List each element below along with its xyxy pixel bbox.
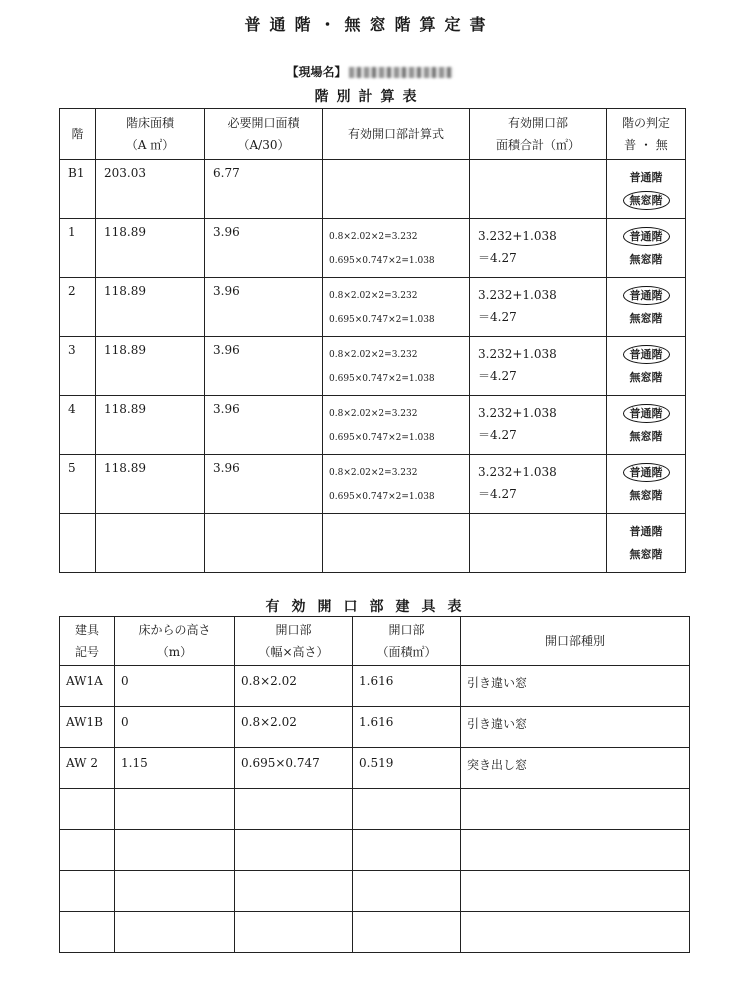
effective-total-cell: 3.232+1.038 ＝4.27 [470, 396, 607, 455]
height-cell [115, 871, 235, 912]
judgement-cell [607, 396, 686, 455]
opening-type-cell: 突き出し窓 [461, 748, 690, 789]
effective-total-cell [470, 514, 607, 573]
fitting-code-cell [60, 789, 115, 830]
table-row [60, 666, 690, 707]
normal-floor-label: 普通階 [623, 286, 670, 305]
opening-size-cell: 0.8×2.02 [235, 707, 353, 748]
header-effective-total: 有効開口部 面積合計（㎡） [470, 109, 607, 160]
floor-cell: 1 [60, 219, 96, 278]
required-area-cell: 3.96 [205, 219, 323, 278]
opening-type-cell: 引き違い窓 [461, 666, 690, 707]
fitting-code-cell: AW1B [60, 707, 115, 748]
formula-cell: 0.8×2.02×2=3.232 0.695×0.747×2=1.038 [323, 278, 470, 337]
site-name [0, 63, 739, 80]
normal-floor-label: 普通階 [623, 345, 670, 364]
judgement-cell [607, 219, 686, 278]
opening-size-cell [235, 912, 353, 953]
normal-floor-label: 普通階 [629, 171, 663, 184]
opening-type-cell [461, 912, 690, 953]
height-cell [115, 912, 235, 953]
formula-cell [323, 514, 470, 573]
opening-area-cell: 1.616 [353, 707, 461, 748]
table-row [60, 912, 690, 953]
effective-total-cell [470, 160, 607, 219]
judgement-cell [607, 278, 686, 337]
floor-area-cell: 118.89 [96, 455, 205, 514]
opening-area-cell [353, 789, 461, 830]
height-cell: 0 [115, 666, 235, 707]
height-cell: 0 [115, 707, 235, 748]
table-row [60, 514, 686, 573]
windowless-floor-label: 無窓階 [629, 489, 663, 502]
normal-floor-label: 普通階 [629, 525, 663, 538]
opening-area-cell [353, 912, 461, 953]
floor-table-title: 階別計算表 [314, 89, 425, 105]
windowless-floor-label: 無窓階 [623, 191, 670, 210]
height-cell: 1.15 [115, 748, 235, 789]
header-opening-size: 開口部 （幅×高さ） [235, 617, 353, 666]
header-fitting-code: 建具 記号 [60, 617, 115, 666]
table-row [60, 748, 690, 789]
header-required-area: 必要開口面積 （A/30） [205, 109, 323, 160]
opening-area-cell: 0.519 [353, 748, 461, 789]
required-area-cell: 3.96 [205, 455, 323, 514]
normal-floor-label: 普通階 [623, 463, 670, 482]
effective-total-cell: 3.232+1.038 ＝4.27 [470, 455, 607, 514]
floor-area-cell: 203.03 [96, 160, 205, 219]
formula-cell: 0.8×2.02×2=3.232 0.695×0.747×2=1.038 [323, 396, 470, 455]
normal-floor-label: 普通階 [623, 404, 670, 423]
floor-area-cell: 118.89 [96, 396, 205, 455]
opening-area-cell: 1.616 [353, 666, 461, 707]
floor-calculation-table [59, 108, 686, 573]
floor-area-cell [96, 514, 205, 573]
fitting-code-cell: AW1A [60, 666, 115, 707]
table-row [60, 830, 690, 871]
header-formula: 有効開口部計算式 [323, 109, 470, 160]
normal-floor-label: 普通階 [623, 227, 670, 246]
floor-area-cell: 118.89 [96, 337, 205, 396]
required-area-cell: 3.96 [205, 337, 323, 396]
effective-total-cell: 3.232+1.038 ＝4.27 [470, 337, 607, 396]
effective-total-cell: 3.232+1.038 ＝4.27 [470, 278, 607, 337]
table-row [60, 871, 690, 912]
windowless-floor-label: 無窓階 [629, 430, 663, 443]
formula-cell: 0.8×2.02×2=3.232 0.695×0.747×2=1.038 [323, 219, 470, 278]
table-header-row [60, 109, 686, 160]
judgement-cell [607, 514, 686, 573]
opening-type-cell [461, 789, 690, 830]
opening-size-cell [235, 789, 353, 830]
table-row [60, 160, 686, 219]
effective-total-cell: 3.232+1.038 ＝4.27 [470, 219, 607, 278]
table-row [60, 337, 686, 396]
opening-type-cell [461, 871, 690, 912]
opening-area-cell [353, 871, 461, 912]
opening-size-cell: 0.695×0.747 [235, 748, 353, 789]
opening-type-cell [461, 830, 690, 871]
table-row [60, 707, 690, 748]
fitting-schedule-table [59, 616, 690, 953]
floor-cell: 5 [60, 455, 96, 514]
document-title: 普通階・無窓階算定書 [244, 15, 495, 34]
table-header-row [60, 617, 690, 666]
floor-area-cell: 118.89 [96, 278, 205, 337]
header-opening-type: 開口部種別 [461, 617, 690, 666]
required-area-cell: 3.96 [205, 396, 323, 455]
judgement-cell [607, 337, 686, 396]
required-area-cell: 6.77 [205, 160, 323, 219]
windowless-floor-label: 無窓階 [629, 253, 663, 266]
judgement-cell [607, 160, 686, 219]
fitting-code-cell [60, 830, 115, 871]
formula-cell: 0.8×2.02×2=3.232 0.695×0.747×2=1.038 [323, 337, 470, 396]
header-floor: 階 [60, 109, 96, 160]
header-height-from-floor: 床からの高さ （m） [115, 617, 235, 666]
height-cell [115, 830, 235, 871]
opening-area-cell [353, 830, 461, 871]
header-judgement: 階の判定 普 ・ 無 [607, 109, 686, 160]
table-row [60, 396, 686, 455]
opening-type-cell: 引き違い窓 [461, 707, 690, 748]
floor-cell: B1 [60, 160, 96, 219]
formula-cell: 0.8×2.02×2=3.232 0.695×0.747×2=1.038 [323, 455, 470, 514]
windowless-floor-label: 無窓階 [629, 371, 663, 384]
header-floor-area: 階床面積 （A ㎡） [96, 109, 205, 160]
fitting-code-cell: AW 2 [60, 748, 115, 789]
opening-size-cell [235, 830, 353, 871]
fitting-code-cell [60, 912, 115, 953]
windowless-floor-label: 無窓階 [629, 312, 663, 325]
table-row [60, 789, 690, 830]
floor-cell [60, 514, 96, 573]
floor-cell: 4 [60, 396, 96, 455]
table-row [60, 455, 686, 514]
required-area-cell [205, 514, 323, 573]
floor-area-cell: 118.89 [96, 219, 205, 278]
fitting-code-cell [60, 871, 115, 912]
floor-cell: 2 [60, 278, 96, 337]
header-opening-area: 開口部 （面積㎡） [353, 617, 461, 666]
table-row [60, 278, 686, 337]
formula-cell [323, 160, 470, 219]
judgement-cell [607, 455, 686, 514]
opening-size-cell: 0.8×2.02 [235, 666, 353, 707]
floor-cell: 3 [60, 337, 96, 396]
windowless-floor-label: 無窓階 [629, 548, 663, 561]
required-area-cell: 3.96 [205, 278, 323, 337]
opening-size-cell [235, 871, 353, 912]
site-label: 【現場名】 [286, 65, 347, 79]
fitting-table-title: 有効開口部建具表 [265, 599, 474, 615]
redacted-site-name [349, 67, 453, 78]
height-cell [115, 789, 235, 830]
table-row [60, 219, 686, 278]
